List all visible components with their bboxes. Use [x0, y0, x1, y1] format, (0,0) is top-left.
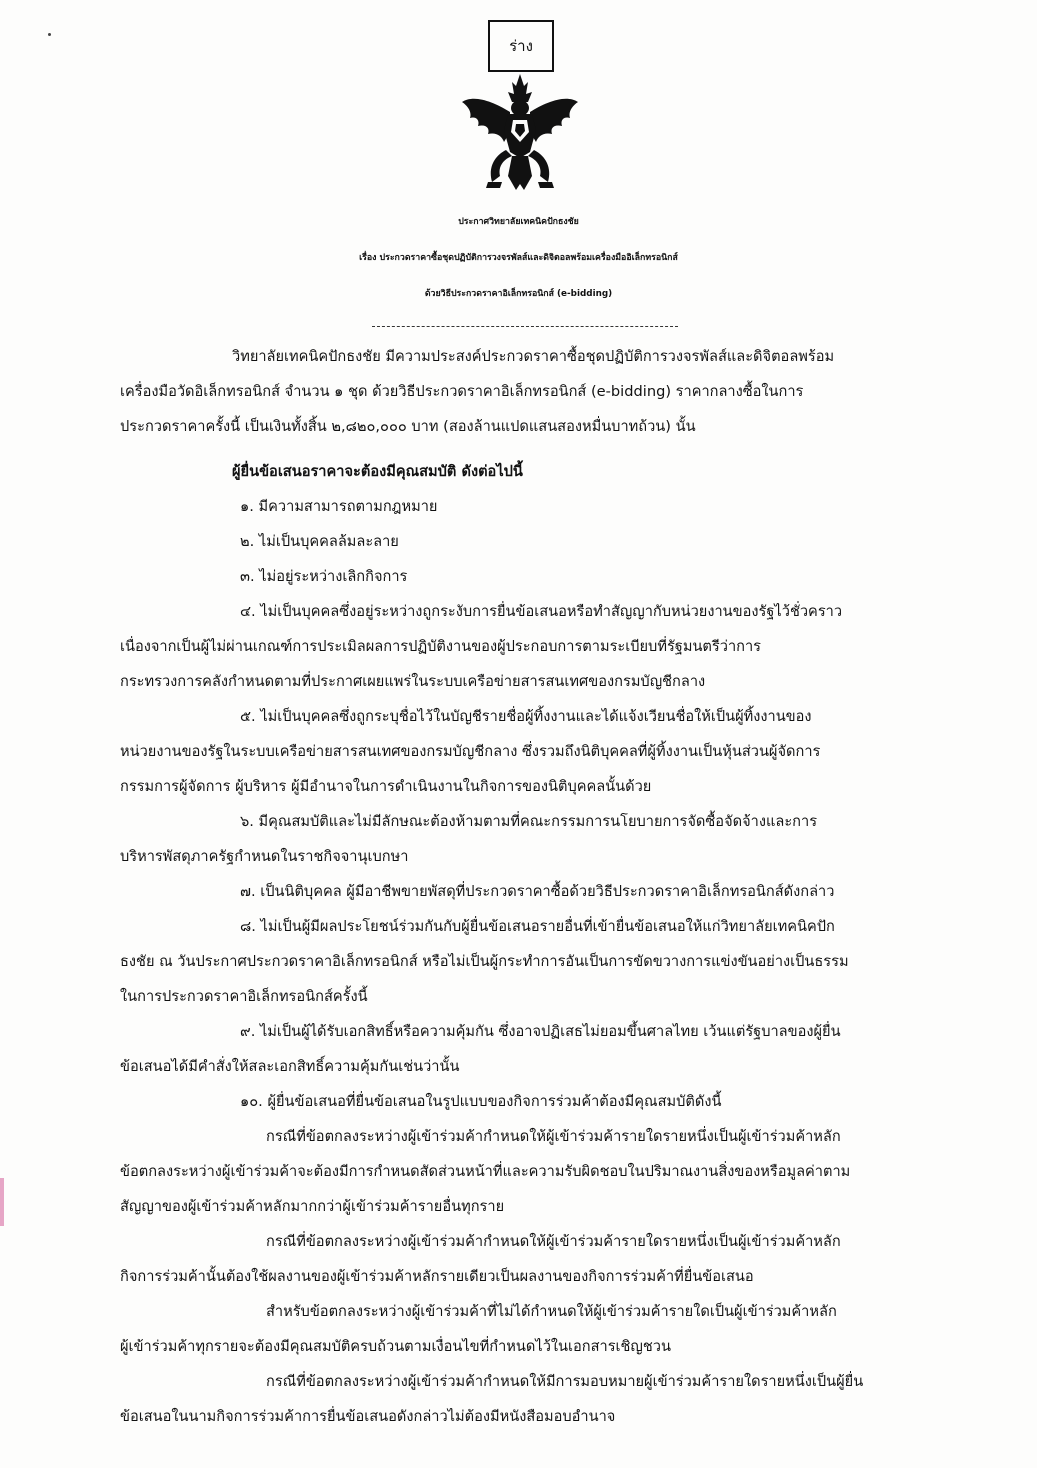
- title-separator: [372, 326, 678, 327]
- announcement-title: ประกาศวิทยาลัยเทคนิคปักธงชัย: [458, 217, 579, 227]
- qualification-item: ๖. มีคุณสมบัติและไม่มีลักษณะต้องห้ามตามที่คณะกรรมการนโยบายการจัดซื้อจัดจ้างและการ: [240, 813, 818, 830]
- intro-line: ประกวดราคาครั้งนี้ เป็นเงินทั้งสิ้น ๒,๘๒๐,๐๐๐ บาท (สองล้านแปดแสนสองหมื่นบาทถ้วน) นั้น: [120, 418, 696, 435]
- qualification-item: ๘. ไม่เป็นผู้มีผลประโยชน์ร่วมกันกับผู้ยื่นข้อเสนอรายอื่นที่เข้ายื่นข้อเสนอให้แก่วิทยาลัยเทคนิคปัก: [240, 918, 835, 935]
- qualification-item-cont: กระทรวงการคลังกำหนดตามที่ประกาศเผยแพร่ในระบบเครือข่ายสารสนเทศของกรมบัญชีกลาง: [120, 673, 706, 690]
- joint-venture-clause: กรณีที่ข้อตกลงระหว่างผู้เข้าร่วมค้ากำหนดให้ผู้เข้าร่วมค้ารายใดรายหนึ่งเป็นผู้เข้าร่วมค้าหลัก: [266, 1128, 841, 1145]
- joint-venture-clause-cont: ผู้เข้าร่วมค้าทุกรายจะต้องมีคุณสมบัติครบถ้วนตามเงื่อนไขที่กำหนดไว้ในเอกสารเชิญชวน: [120, 1338, 671, 1355]
- joint-venture-clause: สำหรับข้อตกลงระหว่างผู้เข้าร่วมค้าที่ไม่ได้กำหนดให้ผู้เข้าร่วมค้ารายใดเป็นผู้เข้าร่วมค้าหลัก: [266, 1303, 837, 1320]
- qualification-item-cont: เนื่องจากเป็นผู้ไม่ผ่านเกณฑ์การประเมิลผลการปฏิบัติงานของผู้ประกอบการตามระเบียบที่รัฐมนตรีว่าการ: [120, 638, 762, 655]
- draft-label: ร่าง: [509, 37, 533, 55]
- joint-venture-clause-cont: กิจการร่วมค้านั้นต้องใช้ผลงานของผู้เข้าร่วมค้าหลักรายเดียวเป็นผลงานของกิจการร่วมค้าที่ยื่นข้อเสนอ: [120, 1268, 754, 1285]
- joint-venture-clause-cont: ข้อเสนอในนามกิจการร่วมค้าการยื่นข้อเสนอดังกล่าวไม่ต้องมีหนังสือมอบอำนาจ: [120, 1408, 616, 1425]
- qualification-item: ๗. เป็นนิติบุคคล ผู้มีอาชีพขายพัสดุที่ประกวดราคาซื้อด้วยวิธีประกวดราคาอิเล็กทรอนิกส์ดังกล่าว: [240, 883, 835, 900]
- qualification-item-cont: ในการประกวดราคาอิเล็กทรอนิกส์ครั้งนี้: [120, 988, 368, 1005]
- qualification-item-cont: กรรมการผู้จัดการ ผู้บริหาร ผู้มีอำนาจในการดำเนินงานในกิจการของนิติบุคคลนั้นด้วย: [120, 778, 652, 795]
- scan-speck: [48, 33, 51, 36]
- joint-venture-clause-cont: ข้อตกลงระหว่างผู้เข้าร่วมค้าจะต้องมีการกำหนดสัดส่วนหน้าที่และความรับผิดชอบในปริมาณงานสิ่งของหรือมูลค่าตาม: [120, 1163, 851, 1180]
- qualification-item: ๓. ไม่อยู่ระหว่างเลิกกิจการ: [240, 568, 408, 585]
- intro-line: วิทยาลัยเทคนิคปักธงชัย มีความประสงค์ประกวดราคาซื้อชุดปฏิบัติการวงจรพัลส์และดิจิตอลพร้อม: [232, 348, 835, 365]
- qualification-item-cont: ธงชัย ณ วันประกาศประกวดราคาอิเล็กทรอนิกส์ หรือไม่เป็นผู้กระทำการอันเป็นการขัดขวางการแข่งขันอย่างเป็นธรรม: [120, 953, 849, 970]
- draft-stamp-box: [488, 20, 554, 72]
- qualification-item-cont: บริหารพัสดุภาครัฐกำหนดในราชกิจจานุเบกษา: [120, 848, 409, 865]
- joint-venture-clause: กรณีที่ข้อตกลงระหว่างผู้เข้าร่วมค้ากำหนดให้ผู้เข้าร่วมค้ารายใดรายหนึ่งเป็นผู้เข้าร่วมค้าหลัก: [266, 1233, 841, 1250]
- intro-line: เครื่องมือวัดอิเล็กทรอนิกส์ จำนวน ๑ ชุด ด้วยวิธีประกวดราคาอิเล็กทรอนิกส์ (e-bidding) ราคากลางซื้อในการ: [120, 383, 804, 400]
- joint-venture-clause: กรณีที่ข้อตกลงระหว่างผู้เข้าร่วมค้ากำหนดให้มีการมอบหมายผู้เข้าร่วมค้ารายใดรายหนึ่งเป็นผู้ยื่น: [266, 1373, 864, 1390]
- announcement-method: ด้วยวิธีประกวดราคาอิเล็กทรอนิกส์ (e-bidding): [424, 289, 613, 299]
- scan-edge-mark: [0, 1178, 4, 1226]
- qualification-item: ๒. ไม่เป็นบุคคลล้มละลาย: [240, 533, 399, 550]
- qualification-item: ๔. ไม่เป็นบุคคลซึ่งอยู่ระหว่างถูกระงับการยื่นข้อเสนอหรือทำสัญญากับหน่วยงานของรัฐไว้ชั่วคราว: [240, 603, 843, 620]
- qualification-item: ๕. ไม่เป็นบุคคลซึ่งถูกระบุชื่อไว้ในบัญชีรายชื่อผู้ทิ้งงานและได้แจ้งเวียนชื่อให้เป็นผู้ทิ้งงานของ: [240, 708, 812, 725]
- announcement-subject: เรื่อง ประกวดราคาซื้อชุดปฏิบัติการวงจรพัลส์และดิจิตอลพร้อมเครื่องมืออิเล็กทรอนิกส์: [359, 253, 678, 263]
- qualification-heading: ผู้ยื่นข้อเสนอราคาจะต้องมีคุณสมบัติ ดังต่อไปนี้: [232, 463, 523, 480]
- qualification-item-cont: หน่วยงานของรัฐในระบบเครือข่ายสารสนเทศของกรมบัญชีกลาง ซึ่งรวมถึงนิติบุคคลที่ผู้ทิ้งงานเป็นหุ้นส่วนผู้จัดการ: [120, 743, 821, 760]
- qualification-item: ๙. ไม่เป็นผู้ได้รับเอกสิทธิ์หรือความคุ้มกัน ซึ่งอาจปฏิเสธไม่ยอมขึ้นศาลไทย เว้นแต่รัฐบาลของผู้ยื่น: [240, 1023, 841, 1040]
- joint-venture-clause-cont: สัญญาของผู้เข้าร่วมค้าหลักมากกว่าผู้เข้าร่วมค้ารายอื่นทุกราย: [120, 1198, 505, 1215]
- qualification-item: ๑๐. ผู้ยื่นข้อเสนอที่ยื่นข้อเสนอในรูปแบบของกิจการร่วมค้าต้องมีคุณสมบัติดังนี้: [240, 1093, 722, 1110]
- garuda-emblem-icon: [458, 72, 582, 196]
- qualification-item-cont: ข้อเสนอได้มีคำสั่งให้สละเอกสิทธิ์ความคุ้มกันเช่นว่านั้น: [120, 1058, 460, 1075]
- qualification-item: ๑. มีความสามารถตามกฎหมาย: [240, 498, 438, 515]
